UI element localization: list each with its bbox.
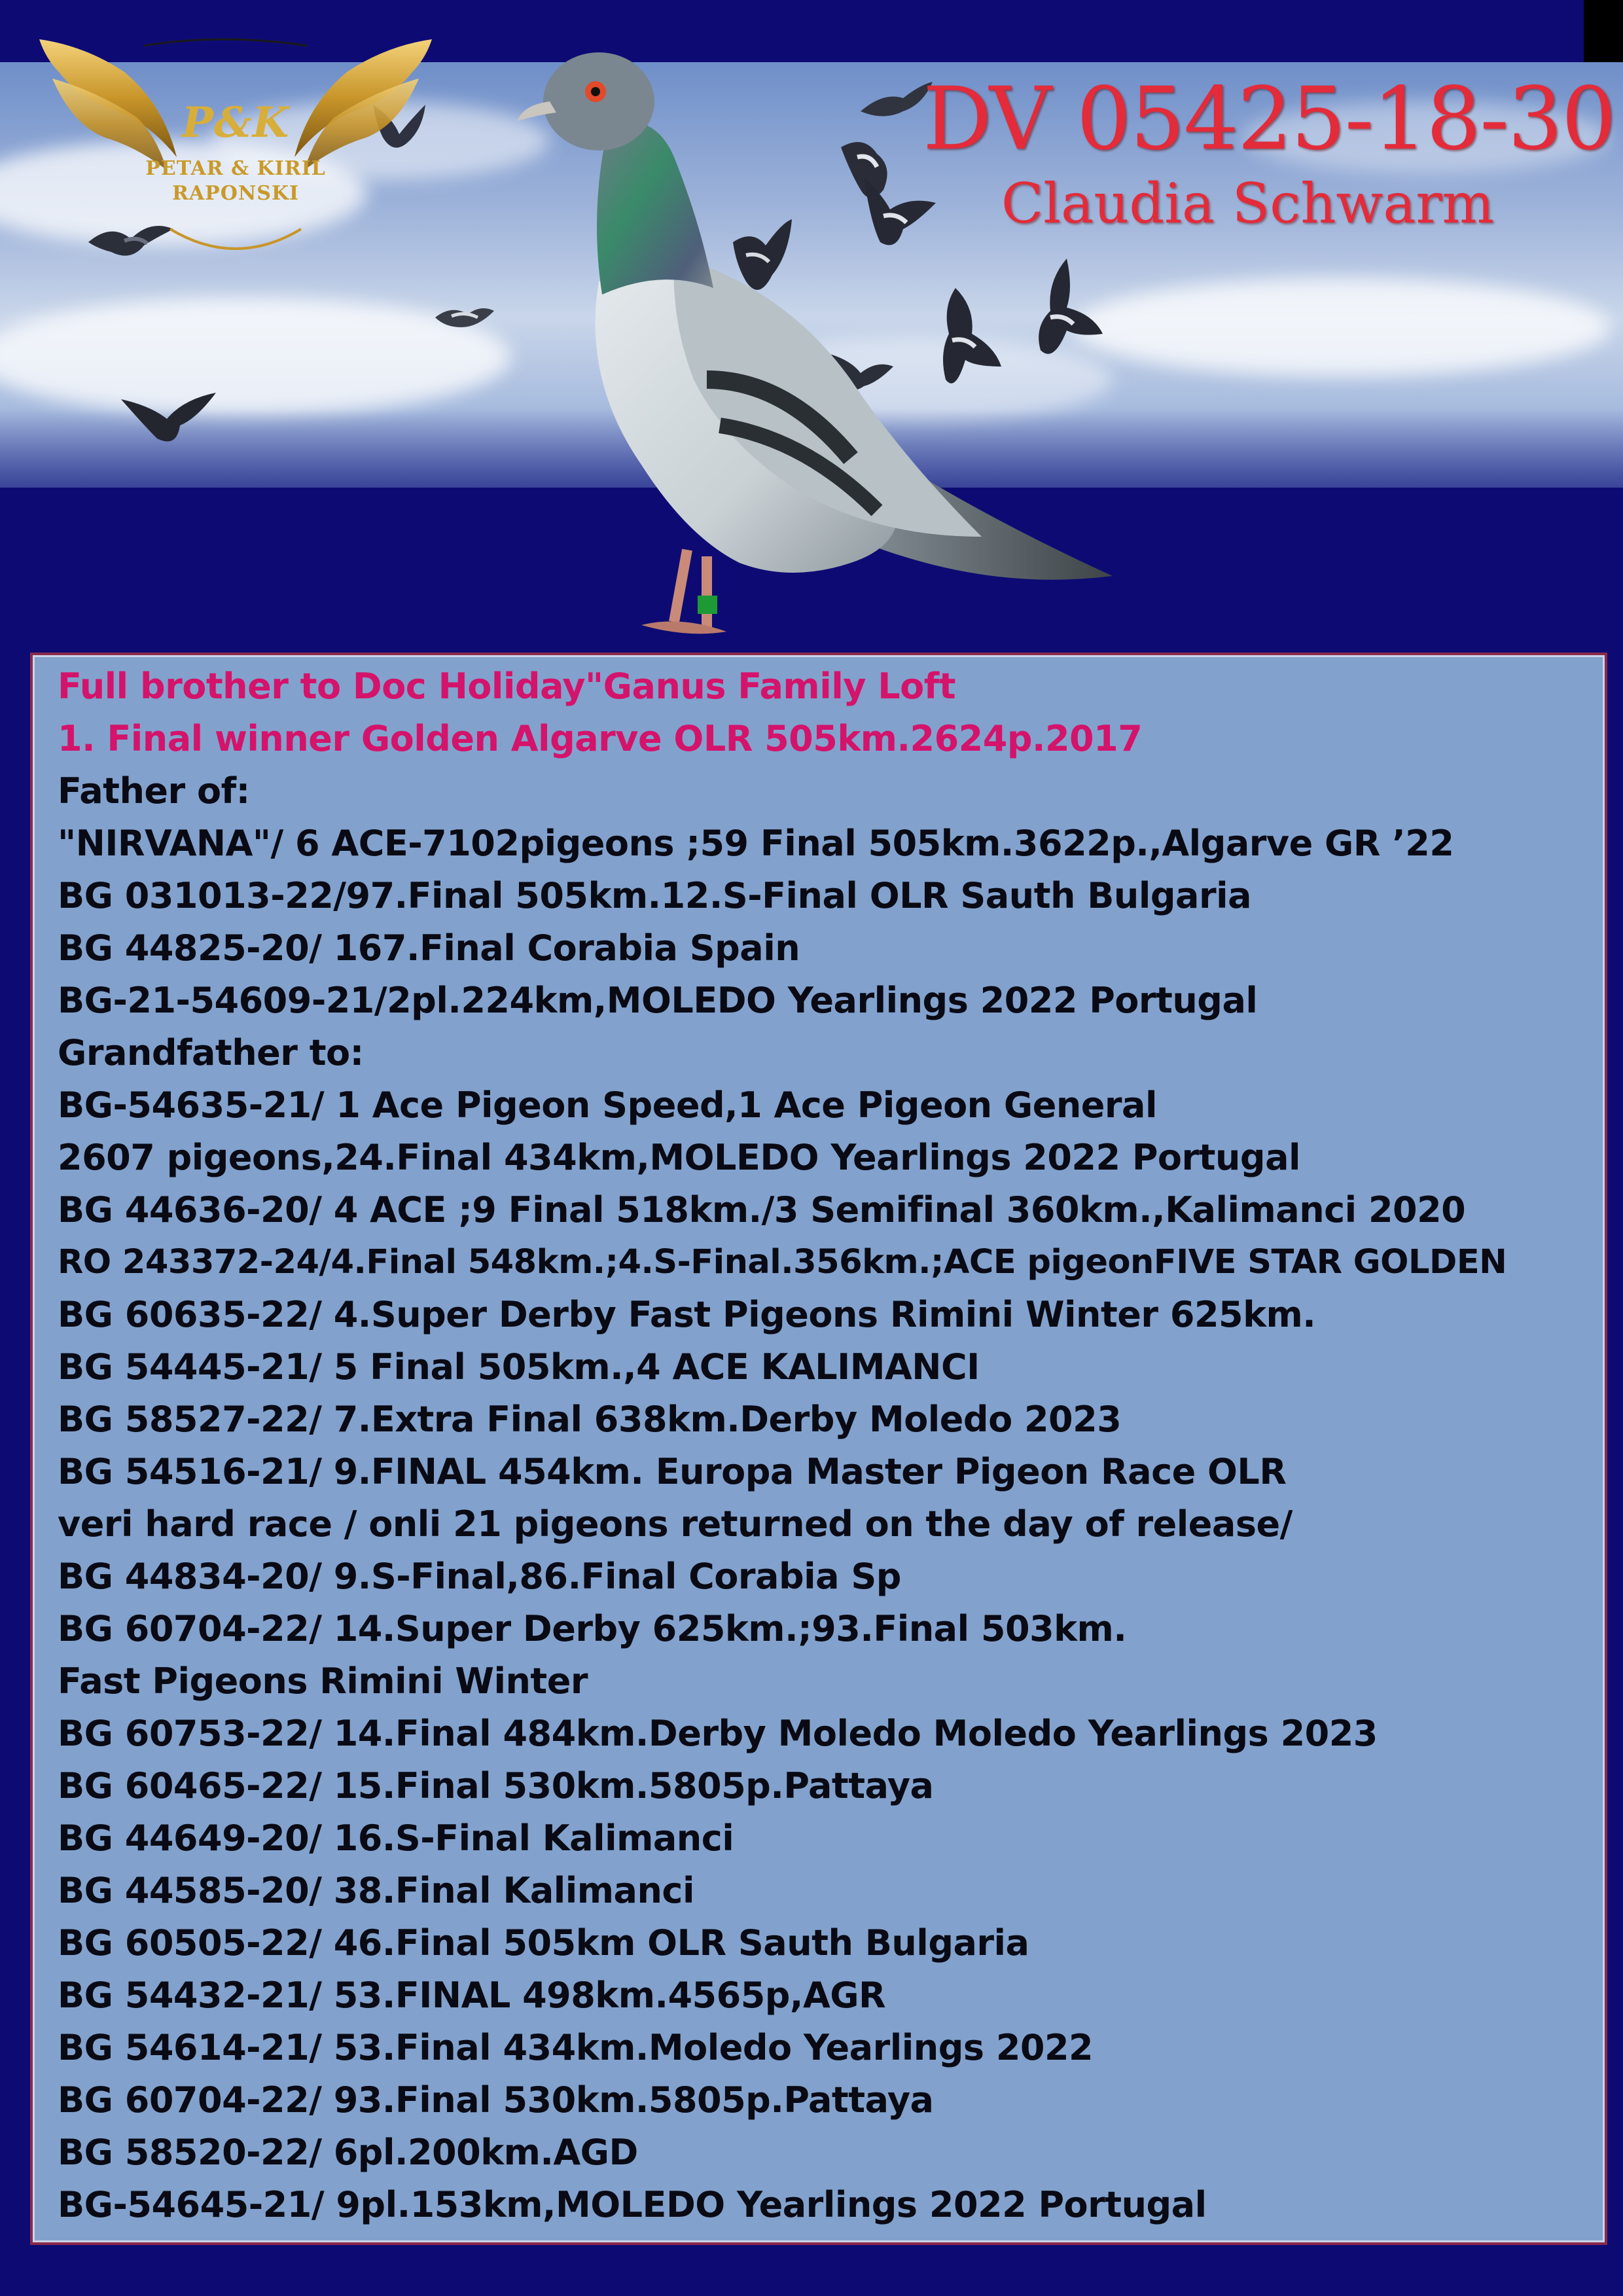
pedigree-line: BG 54516-21/ 9.FINAL 454km. Europa Master Pigeon Race OLR (58, 1451, 1287, 1492)
logo-monogram: P&K (181, 98, 290, 147)
pedigree-line: BG 54432-21/ 53.FINAL 498km.4565p,AGR (58, 1975, 886, 2016)
flying-pigeon-icon (118, 386, 223, 452)
pedigree-line: BG 44825-20/ 167.Final Corabia Spain (58, 927, 800, 969)
pedigree-line: BG 58527-22/ 7.Extra Final 638km.Derby Moledo 2023 (58, 1399, 1122, 1440)
pedigree-line: BG 60465-22/ 15.Final 530km.5805p.Pattaya (58, 1765, 934, 1806)
pedigree-line: Grandfather to: (58, 1032, 364, 1073)
pedigree-line: BG-21-54609-21/2pl.224km,MOLEDO Yearlings 2022 Portugal (58, 980, 1258, 1021)
pedigree-highlight-line: 1. Final winner Golden Algarve OLR 505km.2624p.2017 (58, 718, 1143, 759)
logo-name-line2: RAPONSKI (171, 182, 300, 205)
pedigree-line: veri hard race / onli 21 pigeons returned on the day of release/ (58, 1503, 1293, 1545)
pedigree-line: Fast Pigeons Rimini Winter (58, 1660, 588, 1702)
pedigree-text (58, 660, 1605, 2231)
pedigree-line: BG 60635-22/ 4.Super Derby Fast Pigeons Rimini Winter 625km. (58, 1294, 1316, 1335)
pedigree-line: "NIRVANA"/ 6 ACE-7102pigeons ;59 Final 505km.3622p.,Algarve GR ’22 (58, 823, 1454, 864)
pedigree-line: BG 44834-20/ 9.S-Final,86.Final Corabia Sp (58, 1556, 901, 1597)
pedigree-line: BG 60704-22/ 14.Super Derby 625km.;93.Final 503km. (58, 1608, 1127, 1649)
pedigree-line: BG 44636-20/ 4 ACE ;9 Final 518km./3 Semifinal 360km.,Kalimanci 2020 (58, 1189, 1466, 1230)
pedigree-line: 2607 pigeons,24.Final 434km,MOLEDO Yearlings 2022 Portugal (58, 1137, 1301, 1178)
winged-pk-logo (26, 33, 445, 281)
pedigree-line: BG-54635-21/ 1 Ace Pigeon Speed,1 Ace Pigeon General (58, 1085, 1158, 1126)
logo-name-line1: PETAR & KIRIL (145, 157, 326, 180)
pedigree-line: RO 243372-24/4.Final 548km.;4.S-Final.356km.;ACE pigeonFIVE STAR GOLDEN (58, 1243, 1507, 1282)
ring-number-title: DV 05425-18-30 (923, 69, 1615, 170)
pedigree-line: BG 44585-20/ 38.Final Kalimanci (58, 1870, 694, 1911)
pedigree-line: BG 44649-20/ 16.S-Final Kalimanci (58, 1818, 734, 1859)
pedigree-line: BG 60505-22/ 46.Final 505km OLR Sauth Bulgaria (58, 1922, 1029, 1964)
pedigree-panel (30, 653, 1607, 2245)
pedigree-line: BG 60704-22/ 93.Final 530km.5805p.Pattaya (58, 2079, 934, 2121)
pedigree-line: BG 58520-22/ 6pl.200km.AGD (58, 2132, 638, 2173)
owner-name: Claudia Schwarm (1001, 171, 1495, 236)
flying-pigeon-icon (432, 298, 497, 337)
pedigree-line: BG-54645-21/ 9pl.153km,MOLEDO Yearlings 2022 Portugal (58, 2184, 1207, 2225)
pedigree-line: BG 031013-22/97.Final 505km.12.S-Final OLR Sauth Bulgaria (58, 875, 1252, 916)
pedigree-line: BG 54445-21/ 5 Final 505km.,4 ACE KALIMANCI (58, 1346, 980, 1388)
pedigree-highlight-line: Full brother to Doc Holiday"Ganus Family Loft (58, 666, 956, 707)
pedigree-line: BG 60753-22/ 14.Final 484km.Derby Moledo Moledo Yearlings 2023 (58, 1713, 1378, 1754)
pedigree-line: Father of: (58, 770, 250, 812)
pedigree-line: BG 54614-21/ 53.Final 434km.Moledo Yearlings 2022 (58, 2027, 1094, 2068)
